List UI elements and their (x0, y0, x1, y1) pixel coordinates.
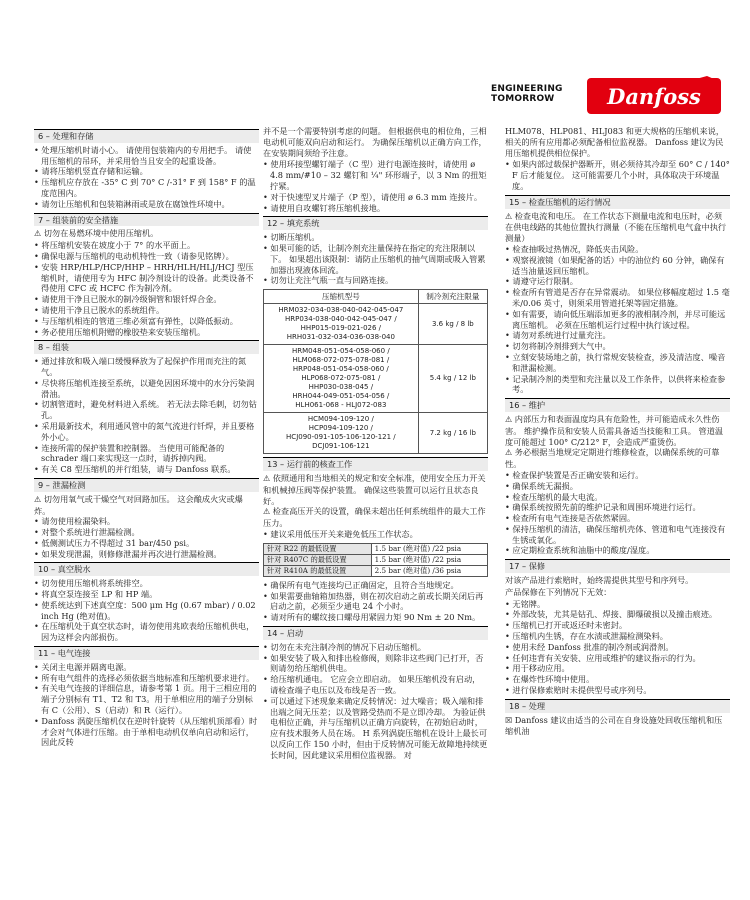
pressure-cell: 1.5 bar (绝对值) /22 psia (371, 554, 487, 565)
brand-tagline (491, 84, 563, 104)
bullet-item: • 在爆炸性环境中使用。 (505, 674, 595, 685)
recycle-bin-icon: ☒ (505, 715, 515, 725)
bullet-item: • 如果安装了吸入和排出检修阀，则除非这些阀门已打开，否则请勿给压缩机供电。 (263, 652, 484, 674)
paragraph-text: 检查电流和电压。 在工作状态下测量电流和电压时，必须在供电线路的其他位置执行测量（不能在压缩机电气盒中执行测量） (505, 210, 727, 244)
warning-paragraph (505, 414, 730, 447)
bullet-item: • 切割管道时，避免材料进入系统。 若无法去除毛刺，切勿钻孔。 (34, 399, 257, 421)
table-row (264, 345, 488, 413)
warning-icon: ⚠ (263, 507, 273, 517)
bullet-item: • 如果内部过载保护器断开，则必须待其冷却至 60° C / 140° F 后才能复位。 这可能需要几个小时，具体取决于环境温度。 (505, 159, 730, 191)
bullet-item: • 通过排放和吸入端口缓慢释放为了起保护作用而充注的氮气。 (34, 356, 247, 377)
pressure-setting-table (263, 543, 488, 577)
page-header (0, 0, 750, 125)
paragraph: HLM078、HLP081、HLJ083 和更大规格的压缩机来说，相关的所有应用都必须配备相位监视器。 Danfoss 建议为民用压缩机提供相位保护。 (505, 126, 725, 158)
refrigerant-cell: 针对 R22 的最低设置 (264, 543, 372, 554)
bullet-item: • 请勿对系统进行过量充注。 (505, 330, 611, 341)
bullet-item: • 观察视液镜（如果配备的话）中的油位约 60 分钟，确保有适当油量返回压缩机。 (505, 254, 725, 276)
table-header-model: 压缩机型号 (264, 290, 419, 304)
bullet-item: • 任何违背有关安装、应用或维护的建议指示的行为。 (505, 652, 701, 663)
warning-paragraph (263, 473, 488, 506)
paragraph-text: 切勿在易燃环境中使用压缩机。 (43, 228, 159, 239)
warning-icon: ⚠ (505, 414, 515, 424)
bullet-item: • 切勿在未充注制冷剂的情况下启动压缩机。 (263, 641, 426, 652)
section-heading: 6 – 处理和存储 (34, 129, 259, 143)
danfoss-logo (585, 70, 723, 120)
bullet-item: • 请使用干净且已脱水的系统组件。 (34, 304, 165, 315)
refrigerant-cell: 针对 R407C 的最低设置 (264, 554, 372, 565)
bullet-item: • 无铭牌。 (505, 598, 546, 609)
bullet-item: • 切勿使用压缩机将系统排空。 (34, 578, 148, 589)
section-heading: 14 – 启动 (263, 626, 488, 640)
bullet-item: • 检查所有电气连接是否依然紧固。 (505, 513, 636, 524)
bullet-item: • 检查保护装置是否正确安装和运行。 (505, 469, 644, 480)
bullet-item: • 低侧测试压力不得超过 31 bar/450 psi。 (34, 537, 195, 548)
bullet-item: • 使用未经 Danfoss 批准的制冷剂或润滑剂。 (505, 641, 674, 652)
model-line: HRP034-038-040-042-045-047 / (284, 315, 397, 324)
limit-cell: 5.4 kg / 12 lb (418, 345, 487, 413)
bullet-item: • 请遵守运行限制。 (505, 276, 578, 287)
bullet-item: • 在压缩机处于真空状态时，请勿使用兆欧表给压缩机供电，因为这样会内部损伤。 (34, 621, 255, 643)
model-line: HRP048-051-054-058-060 / (292, 365, 389, 374)
section-heading: 9 – 泄漏检测 (34, 478, 259, 492)
bullet-item: • 切断压缩机。 (263, 232, 320, 243)
bullet-item: • 将真空泵连接至 LP 和 HP 端。 (34, 589, 158, 600)
charge-limit-table (263, 289, 488, 454)
model-line: HCP094-109-120 / (308, 424, 373, 433)
model-cell (264, 345, 419, 413)
model-line: HRH044-049-051-054-056 / (292, 392, 390, 401)
paragraph: 对该产品进行索赔时，始终需提供其型号和序列号。 (505, 575, 694, 586)
bullet-item: • 如果需要曲轴箱加热器，则在初次启动之前或长期关闭后再启动之前，必须至少通电 24 个小时。 (263, 590, 484, 612)
table-row (264, 413, 488, 454)
model-line: HRM048-051-054-058-060 / (292, 347, 390, 356)
model-cell (264, 304, 419, 345)
column-left (34, 126, 259, 748)
bullet-item: • 确保电源与压缩机的电动机特性一致（请参见铭牌）。 (34, 250, 234, 261)
bullet-item: • 务必使用压缩机附赠的橡胶垫来安装压缩机。 (34, 326, 206, 337)
bullet-item: • 请勿使用检漏染料。 (34, 516, 116, 527)
bullet-item: • 与压缩机相连的管道三维必须富有弹性，以降低振动。 (34, 315, 238, 326)
bullet-item: • 压缩机已打开或返还时未密封。 (505, 620, 628, 631)
bullet-item: • 对于快速型叉片端子（P 型），请使用 ø 6.3 mm 连接片。 (263, 191, 483, 202)
warning-icon: ⚠ (34, 229, 44, 239)
model-line: HHP015-019-021-026 / (300, 324, 382, 333)
section-heading: 11 – 电气连接 (34, 646, 259, 660)
bullet-item: • 请使用干净且已脱水的制冷级铜管和银钎焊合金。 (34, 294, 222, 305)
section-heading: 7 – 组装前的安全措施 (34, 213, 259, 227)
model-line: HCM094-109-120 / (307, 415, 374, 424)
bullet-item: • 外部改装，尤其是钻孔、焊接、脚爆破损以及撞击痕迹。 (505, 609, 718, 620)
bullet-item: • 尽快将压缩机连接至系统，以避免因困环境中的水分污染润滑油。 (34, 377, 255, 399)
model-line: HCJ090-091-105-106-120-121 / (286, 433, 396, 442)
bullet-item: • 压缩机内生锈，存在水渍或泄漏检测染料。 (505, 631, 668, 642)
bullet-item: • 请对所有的螺纹接口螺母用紧固力矩 90 Nm ± 20 Nm。 (263, 612, 481, 623)
bullet-item: • 检查所有管道是否存在异常震动。 如果位移幅度超过 1.5 毫米/0.06 英寸，则须采用管道托架等固定措施。 (505, 287, 730, 308)
section-heading: 18 – 处理 (505, 699, 730, 713)
warning-icon: ⚠ (34, 494, 44, 504)
paragraph-text: 切勿用氧气或干燥空气对回路加压。 这会酿成火灾或爆炸。 (34, 493, 243, 516)
section-heading: 10 – 真空脱水 (34, 562, 259, 576)
paragraph-text: 依照通用和当地相关的规定和安全标准，使用安全压力开关和机械掉压阀等保护装置。 确保这些装置可以运行且状态良好。 (263, 472, 486, 506)
model-line: HLM068-072-075-078-081 / (292, 356, 390, 365)
limit-cell: 3.6 kg / 8 lb (418, 304, 487, 345)
bullet-item: • 有关 C8 型压缩机的并行组装，请与 Danfoss 联系。 (34, 464, 236, 475)
bullet-item: • 安装 HRP/HLP/HCP/HHP – HRH/HLH/HLJ/HCJ 型压缩机时，请使用专为 HFC 制冷剂设计的设备。此类设备不得使用 CFC 或 HCFC 作为制冷剂。 (34, 261, 254, 294)
paragraph-text: Danfoss 建议由适当的公司在自身设施处回收压缩机和压缩机油 (505, 714, 723, 737)
section-heading: 12 – 填充系统 (263, 216, 488, 230)
table-header-limit: 制冷剂充注限量 (418, 290, 487, 304)
bullet-item: • 请勿让压缩机和包装箱淋雨或是放在腐蚀性环境中。 (34, 198, 230, 209)
bullet-item: • 采用最新技术，利用通风管中的氮气流进行钎焊，并且要格外小心。 (34, 420, 255, 442)
bullet-item: • 可以通过下述现象来确定反转情况：过大噪音；吸入端和排出端之间无压差；以及管路受热而不是立即冷却。 为验证供电相位正确，并与压缩机以正确方向旋转，在初始启动时，应有技术服务人员在场。 H 系列涡旋压缩机在设计上最长可以反向工作 150 小时，但由于反转情况可能无故障地持续更长时间，因此建议采用相位监视器。 对 (263, 695, 488, 760)
bullet-item: • 用于移动应用。 (505, 663, 570, 674)
section-heading: 16 – 维护 (505, 398, 730, 412)
model-cell (264, 413, 419, 454)
warning-paragraph (505, 447, 730, 470)
bullet-item: • 压缩机应存放在 -35° C 到 70° C /-31° F 到 158° F 的温度范围内。 (34, 177, 256, 198)
bullet-item: • 检查抽吸过热情况，降低夹击风险。 (505, 243, 644, 254)
bullet-item: • 确保系统按照先前的维护记录和周围环境进行运行。 (505, 502, 701, 513)
bullet-item: • 请使用自攻螺钉将压缩机接地。 (263, 202, 386, 213)
warning-paragraph (34, 494, 259, 517)
bullet-item: • 请将压缩机竖直存储和运输。 (34, 166, 148, 177)
table-row (264, 543, 488, 554)
bullet-item: • 关闭主电源并隔离电源。 (34, 661, 132, 672)
warning-paragraph (34, 228, 259, 240)
warning-icon: ⚠ (505, 211, 515, 221)
bullet-item: • 如果发现泄漏，则修修泄漏并再次进行泄漏检测。 (34, 548, 222, 559)
table-row (264, 554, 488, 565)
bullet-item: • 使用环接型螺钉端子（C 型）进行电源连接时，请使用 ø 4.8 mm/#10 – 32 螺钉和 ¼" 环形端子，以 3 Nm 的扭矩拧紧。 (263, 159, 487, 191)
warning-icon: ⚠ (263, 473, 273, 483)
bullet-item: • 记录制冷剂的类型和充注量以及工作条件，以供将来检查参考。 (505, 373, 726, 395)
tagline-line1: ENGINEERING (491, 84, 563, 94)
bullet-item: • 确保系统无漏损。 (505, 480, 578, 491)
bullet-item: • 如有需要，请向低压端添加更多的液相制冷剂，并尽可能远离压缩机。 必须在压缩机运行过程中执行该过程。 (505, 308, 726, 330)
bullet-item: • Danfoss 涡旋压缩机仅在逆时针旋转（从压缩机顶部看）时才会对气体进行压缩。由于单相电动机仅单向启动和运行，因此反转 (34, 715, 258, 748)
warning-paragraph (263, 506, 488, 529)
bullet-item: • 确保所有电气连接均已正确固定，且符合当地规定。 (263, 579, 459, 590)
limit-cell: 7.2 kg / 16 lb (418, 413, 487, 454)
paragraph: 并不是一个需要特别考虑的问题。 但根据供电的相位角，三相电动机可能双向启动和运行。 为确保压缩机以正确方向工作，在安装期间须给予注意。 (263, 126, 487, 158)
bullet-item: • 检查压缩机的最大电流。 (505, 491, 603, 502)
section-heading: 8 – 组装 (34, 340, 259, 354)
table-row (264, 304, 488, 345)
section-heading: 15 – 检查压缩机的运行情况 (505, 195, 730, 209)
bullet-item: • 切勿让充注气瓶一直与回路连接。 (263, 275, 394, 286)
bullet-item: • 给压缩机通电。 它应会立即启动。 如果压缩机没有启动，请检查端子电压以及布线是否一致。 (263, 674, 481, 695)
paragraph: 产品保修在下列情况下无效： (505, 586, 612, 597)
model-line: HLH061-068 - HLJ072-083 (295, 401, 387, 410)
bullet-item: • 使系统达到下述真空度：500 μm Hg (0.67 mbar) / 0.02 inch Hg (绝对值)。 (34, 599, 256, 621)
bullet-item: • 切勿将制冷剂排到大气中。 (505, 341, 611, 352)
bullet-item: • 如果可能的话，让制冷剂充注量保持在指定的充注限制以下。 如果超出该限制：请防止压缩机的抽气周期或吸入管累加器出现液体回流。 (263, 242, 486, 275)
model-line: HLP068-072-075-081 / (301, 374, 381, 383)
bullet-item: • 所有电气组件的选择必须依据当地标准和压缩机要求进行。 (34, 672, 255, 683)
column-middle (263, 126, 488, 760)
section-heading: 13 – 运行前的核查工作 (263, 457, 488, 471)
bullet-item: • 将压缩机安装在坡度小于 7° 的水平面上。 (34, 240, 196, 251)
model-line: HRM032-034-038-040-042-045-047 (278, 306, 404, 315)
paragraph-text: 内部压力和表面温度均具有危险性，并可能造成永久性伤害。 维护操作员和安装人员需具备适当技能和工具。 管道温度可能超过 100° C/212° F，会造成严重烫伤。 (505, 413, 724, 447)
bullet-item: • 对整个系统进行泄漏检测。 (34, 527, 140, 538)
bullet-item: • 处理压缩机时请小心。 请使用包装箱内的专用把手。 请使用压缩机的吊环，并采用恰当且安全的起重设备。 (34, 144, 252, 166)
bullet-item: • 应定期检查系统和油脂中的酸度/湿度。 (505, 545, 655, 556)
pressure-cell: 2.5 bar (绝对值) /36 psia (371, 565, 487, 576)
paragraph-text: 务必根据当地规定定期进行维修检查，以确保系统的可靠性。 (505, 447, 720, 470)
bullet-item: • 连接所需的保护装置和控制器。 当使用可能配备的 schrader 端口来实现这一点时，请拆掉内阀。 (34, 442, 225, 464)
model-line: DCJ091-106-121 (312, 442, 370, 451)
pressure-cell: 1.5 bar (绝对值) /22 psia (371, 543, 487, 554)
tagline-line2: TOMORROW (491, 94, 555, 104)
refrigerant-cell: 针对 R410A 的最低设置 (264, 565, 372, 576)
table-row (264, 565, 488, 576)
bullet-item: • 进行保修索赔时未提供型号或序列号。 (505, 685, 652, 696)
section-heading: 17 – 保修 (505, 559, 730, 573)
paragraph-text: 检查高压开关的设置，确保未超出任何系统组件的最大工作压力。 (263, 506, 486, 529)
warning-icon: ⚠ (505, 448, 515, 458)
bullet-item: • 有关电气连接的详细信息，请参考第 1 页。用于三相应用的端子分别标有 T1、T2 和 T3。用于单相应用的端子分别标有 C（公用）、S（启动）和 R（运行）。 (34, 683, 257, 716)
model-line: HHP030-038-045 / (308, 383, 374, 392)
recycle-note (505, 715, 730, 738)
svg-text:Danfoss: Danfoss (607, 84, 701, 109)
model-line: HRH031-032-034-036-038-040 (286, 333, 395, 342)
bullet-item: • 建议采用低压开关来避免低压工作状态。 (263, 528, 418, 539)
warning-paragraph (505, 211, 730, 244)
column-right (505, 126, 730, 737)
bullet-item: • 保持压缩机的清洁，确保压缩机壳体、管道和电气连接没有生锈或氧化。 (505, 523, 726, 545)
bullet-item: • 立刻安装场地之前，执行常规安装检查，涉及清洁度、噪音和泄漏检测。 (505, 351, 726, 373)
